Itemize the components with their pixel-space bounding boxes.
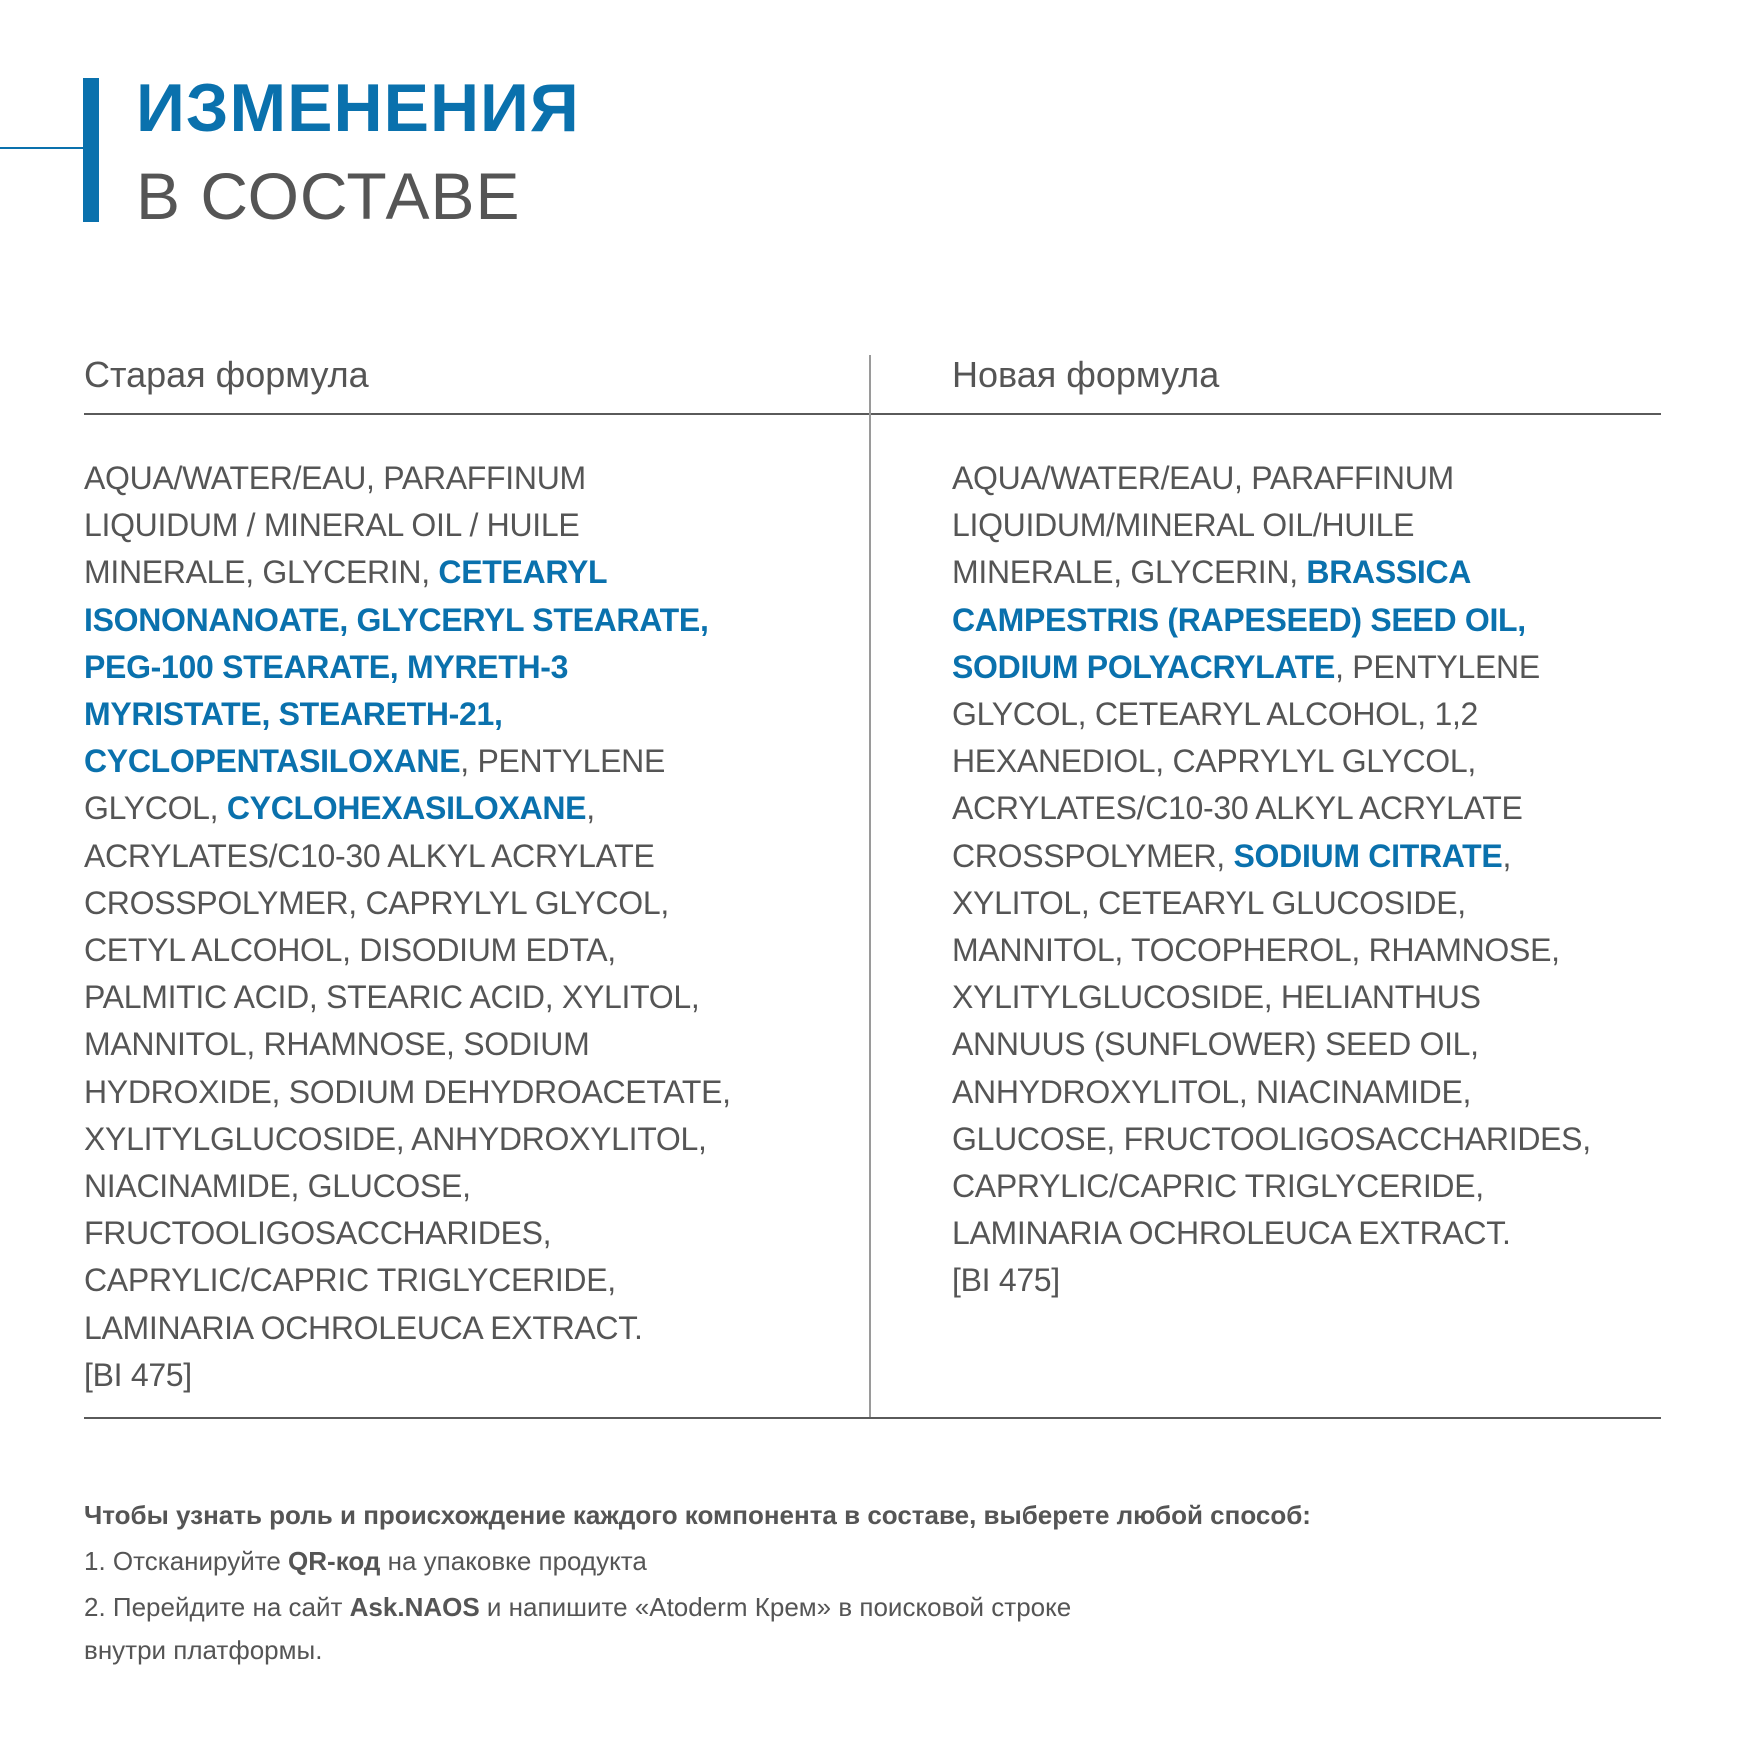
ingredient-text: GLYCOL, — [84, 790, 227, 827]
footer-instructions — [84, 1492, 1684, 1670]
ingredient-line — [952, 549, 1662, 596]
ingredient-line — [84, 974, 844, 1021]
qr-code-label: QR-код — [288, 1546, 381, 1576]
ingredient-line — [952, 1257, 1662, 1304]
changed-ingredient: ISONONANOATE, GLYCERYL STEARATE, — [84, 601, 709, 638]
ingredient-line — [952, 597, 1662, 644]
ingredient-text: CETYL ALCOHOL, DISODIUM EDTA, — [84, 932, 616, 969]
old-formula-header: Старая формула — [84, 354, 369, 395]
ingredient-text: MINERALE, GLYCERIN, — [84, 554, 439, 591]
ingredient-text: LIQUIDUM / MINERAL OIL / HUILE — [84, 507, 580, 544]
ingredient-line — [84, 927, 844, 974]
ingredient-line — [952, 691, 1662, 738]
step1-suffix: на упаковке продукта — [380, 1546, 647, 1576]
ingredient-text: AQUA/WATER/EAU, PARAFFINUM — [84, 460, 586, 496]
old-formula-ingredients — [84, 455, 844, 1399]
ingredient-line — [952, 1116, 1662, 1163]
ingredient-text: AQUA/WATER/EAU, PARAFFINUM — [952, 460, 1454, 496]
ingredient-line — [952, 738, 1662, 785]
ingredient-text: , — [1502, 837, 1512, 874]
ingredient-text: XYLITYLGLUCOSIDE, HELIANTHUS — [952, 979, 1481, 1016]
ingredient-text: CAPRYLIC/CAPRIC TRIGLYCERIDE, — [84, 1262, 616, 1299]
ingredient-text: ANNUUS (SUNFLOWER) SEED OIL, — [952, 1026, 1479, 1063]
ingredient-line — [84, 1352, 844, 1399]
ingredient-line — [952, 1210, 1662, 1257]
ingredient-line — [952, 833, 1662, 880]
ingredient-text: NIACINAMIDE, GLUCOSE, — [84, 1168, 471, 1205]
ingredient-text: LAMINARIA OCHROLEUCA EXTRACT. — [84, 1309, 643, 1346]
ask-naos-label: Ask.NAOS — [349, 1592, 480, 1622]
footer-step-1 — [84, 1538, 1684, 1584]
accent-horizontal-line — [0, 147, 84, 149]
ingredient-text: MINERALE, GLYCERIN, — [952, 554, 1307, 591]
ingredient-text: , — [586, 790, 595, 827]
ingredient-line — [84, 597, 844, 644]
ingredient-line — [84, 1021, 844, 1068]
ingredient-line — [84, 455, 844, 502]
column-divider — [869, 355, 871, 1418]
ingredient-text: PALMITIC ACID, STEARIC ACID, XYLITOL, — [84, 979, 700, 1016]
page-title: ИЗМЕНЕНИЯ — [136, 70, 580, 146]
ingredient-text: [BI 475] — [952, 1262, 1060, 1299]
ingredient-line — [84, 644, 844, 691]
changed-ingredient: CETEARYL — [438, 554, 608, 591]
ingredient-text: LAMINARIA OCHROLEUCA EXTRACT. — [952, 1215, 1511, 1252]
ingredient-text: FRUCTOOLIGOSACCHARIDES, — [84, 1215, 552, 1252]
ingredient-text: ACRYLATES/C10-30 ALKYL ACRYLATE — [84, 837, 655, 874]
changed-ingredient: BRASSICA — [1306, 554, 1472, 591]
ingredient-text: XYLITOL, CETEARYL GLUCOSIDE, — [952, 884, 1466, 921]
ingredient-text: XYLITYLGLUCOSIDE, ANHYDROXYLITOL, — [84, 1120, 707, 1157]
changed-ingredient: SODIUM POLYACRYLATE — [952, 648, 1336, 685]
step2-suffix: и напишите «Atoderm Крем» в поисковой строке — [479, 1592, 1072, 1622]
ingredient-text: [BI 475] — [84, 1356, 192, 1393]
ingredient-line — [84, 738, 844, 785]
changed-ingredient: PEG-100 STEARATE, MYRETH-3 — [84, 648, 569, 685]
changed-ingredient: CAMPESTRIS (RAPESEED) SEED OIL, — [952, 601, 1526, 638]
new-formula-ingredients — [952, 455, 1662, 1305]
ingredient-text: MANNITOL, RHAMNOSE, SODIUM — [84, 1026, 590, 1063]
ingredient-text: ANHYDROXYLITOL, NIACINAMIDE, — [952, 1073, 1472, 1110]
ingredient-line — [952, 927, 1662, 974]
ingredient-line — [952, 1021, 1662, 1068]
ingredient-line — [84, 833, 844, 880]
ingredient-line — [84, 1257, 844, 1304]
ingredient-line — [952, 502, 1662, 549]
step2-prefix: 2. Перейдите на сайт — [84, 1592, 350, 1622]
changed-ingredient: CYCLOPENTASILOXANE — [84, 743, 461, 780]
ingredient-line — [84, 1116, 844, 1163]
changed-ingredient: CYCLOHEXASILOXANE — [226, 790, 587, 827]
ingredient-text: , PENTYLENE — [1335, 648, 1540, 685]
ingredient-text: ACRYLATES/C10-30 ALKYL ACRYLATE — [952, 790, 1523, 827]
ingredient-line — [952, 455, 1662, 502]
bottom-rule — [84, 1417, 1661, 1419]
ingredient-text: MANNITOL, TOCOPHEROL, RHAMNOSE, — [952, 932, 1560, 969]
ingredient-line — [84, 1210, 844, 1257]
ingredient-text: HYDROXIDE, SODIUM DEHYDROACETATE, — [84, 1073, 731, 1110]
ingredient-text: GLUCOSE, FRUCTOOLIGOSACCHARIDES, — [952, 1120, 1591, 1157]
ingredient-text: LIQUIDUM/MINERAL OIL/HUILE — [952, 507, 1415, 544]
ingredient-text: GLYCOL, CETEARYL ALCOHOL, 1,2 — [952, 696, 1479, 733]
ingredient-text: CAPRYLIC/CAPRIC TRIGLYCERIDE, — [952, 1168, 1484, 1205]
ingredient-text: CROSSPOLYMER, CAPRYLYL GLYCOL, — [84, 884, 669, 921]
ingredient-text: HEXANEDIOL, CAPRYLYL GLYCOL, — [952, 743, 1476, 780]
footer-step-2-continuation: внутри платформы. — [84, 1635, 323, 1665]
ingredient-line — [952, 1069, 1662, 1116]
step1-prefix: 1. Отсканируйте — [84, 1546, 289, 1576]
ingredient-line — [952, 880, 1662, 927]
changed-ingredient: SODIUM CITRATE — [1233, 837, 1503, 874]
page-subtitle: В СОСТАВЕ — [136, 159, 521, 233]
footer-intro: Чтобы узнать роль и происхождение каждого компонента в составе, выберете любой способ: — [84, 1500, 1311, 1530]
footer-step-2 — [84, 1584, 1684, 1630]
ingredient-line — [84, 1069, 844, 1116]
ingredient-line — [84, 549, 844, 596]
ingredient-line — [84, 502, 844, 549]
ingredient-line — [84, 1163, 844, 1210]
ingredient-line — [84, 1305, 844, 1352]
ingredient-line — [952, 974, 1662, 1021]
new-formula-header: Новая формула — [952, 354, 1220, 395]
header-rule — [84, 413, 1661, 415]
ingredient-text: , PENTYLENE — [460, 743, 666, 780]
ingredient-line — [84, 691, 844, 738]
ingredient-line — [84, 880, 844, 927]
accent-vertical-bar — [83, 78, 99, 222]
ingredient-line — [952, 1163, 1662, 1210]
changed-ingredient: MYRISTATE, STEARETH-21, — [84, 696, 503, 733]
ingredient-line — [84, 785, 844, 832]
ingredient-line — [952, 644, 1662, 691]
ingredient-text: CROSSPOLYMER, — [952, 837, 1234, 874]
ingredient-line — [952, 785, 1662, 832]
